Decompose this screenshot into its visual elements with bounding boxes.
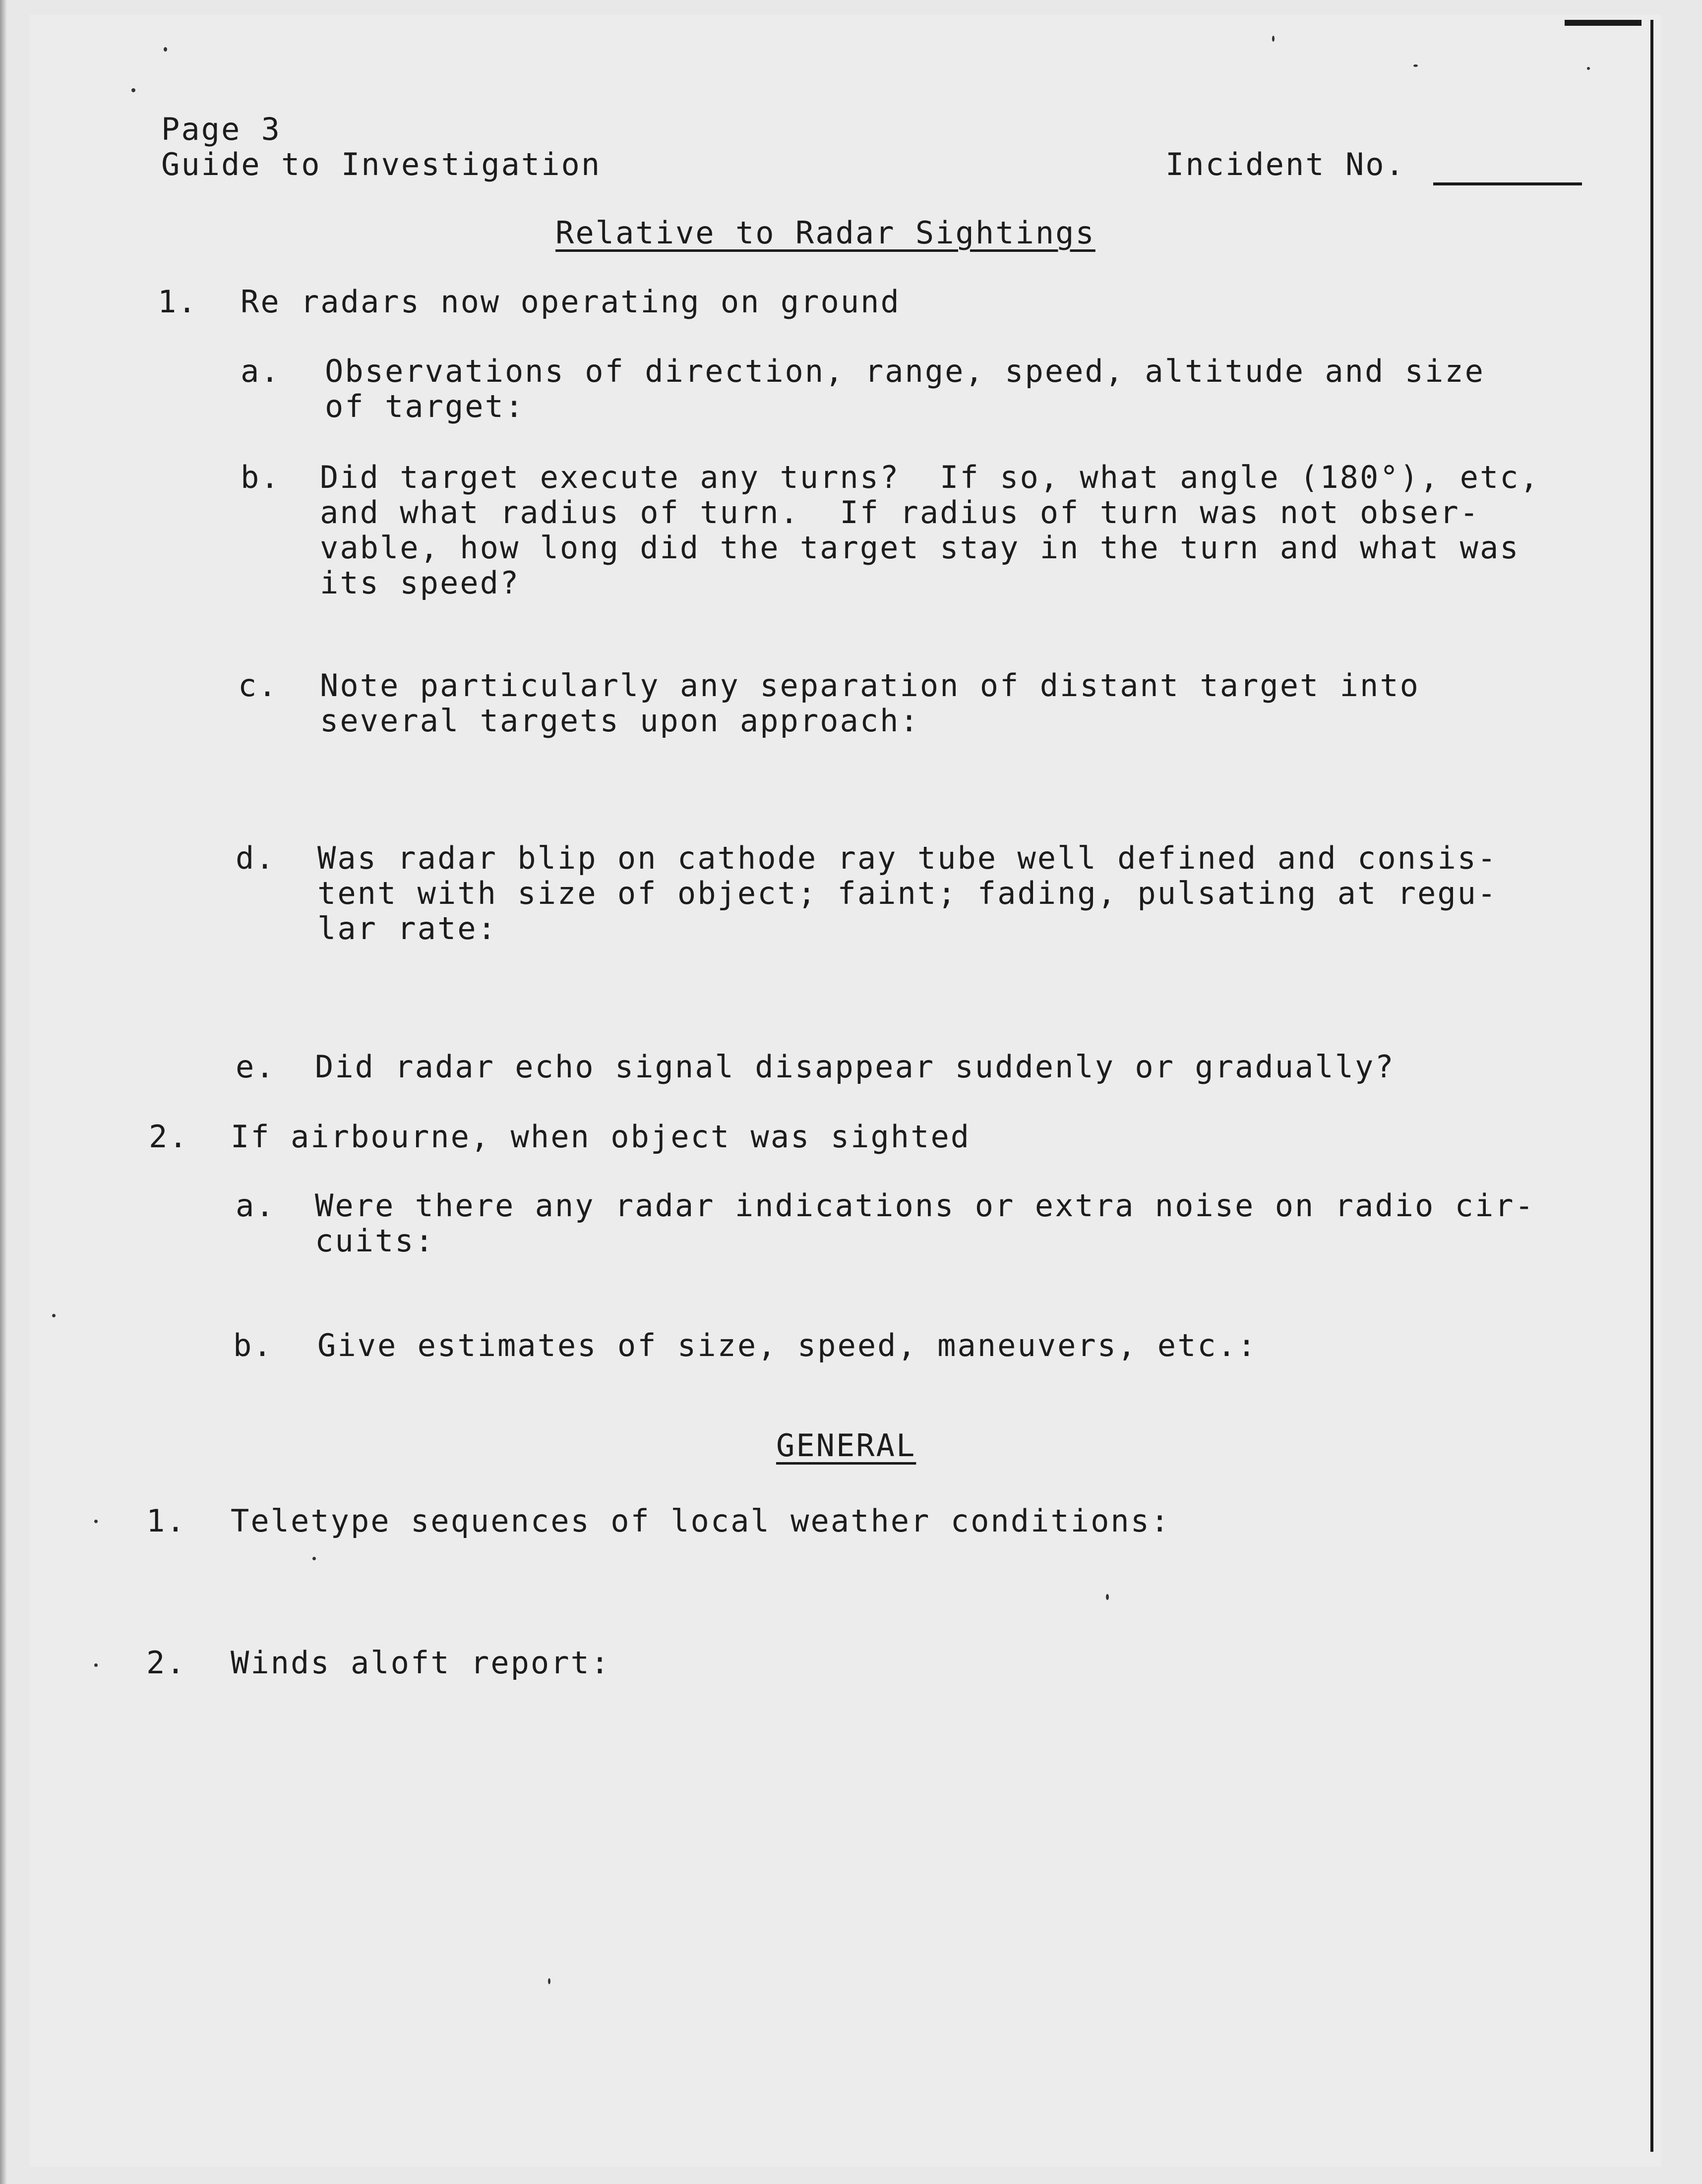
paper-sheet bbox=[30, 15, 1661, 2167]
scan-speck bbox=[131, 88, 135, 92]
scan-speck bbox=[94, 1663, 98, 1667]
scan-speck bbox=[1413, 64, 1418, 67]
incident-number-blank bbox=[1433, 182, 1582, 185]
incident-number-label: Incident No. bbox=[1165, 146, 1405, 182]
subitem-line: tent with size of object; faint; fading, pulsating at regu- bbox=[317, 875, 1498, 911]
subitem-letter: c. bbox=[238, 667, 278, 704]
subitem-line: Observations of direction, range, speed, altitude and size bbox=[325, 353, 1485, 389]
top-edge-mark bbox=[1565, 20, 1641, 26]
item-number: 2. bbox=[149, 1119, 189, 1155]
subitem-line: Did target execute any turns? If so, what angle (180°), etc, bbox=[320, 459, 1540, 495]
item-text: If airbourne, when object was sighted bbox=[231, 1119, 971, 1155]
subitem-line: and what radius of turn. If radius of turn was not obser- bbox=[320, 494, 1480, 531]
subitem-line: Note particularly any separation of distant target into bbox=[320, 667, 1420, 704]
document-title: Guide to Investigation bbox=[161, 146, 602, 182]
subitem-letter: d. bbox=[236, 840, 276, 876]
subitem-line: lar rate: bbox=[317, 910, 497, 946]
item-number: 1. bbox=[158, 284, 198, 320]
scan-speck bbox=[1587, 67, 1590, 70]
section-heading-general: GENERAL bbox=[776, 1427, 916, 1464]
subitem-line: Was radar blip on cathode ray tube well defined and consis- bbox=[317, 840, 1498, 876]
subitem-letter: e. bbox=[236, 1049, 276, 1085]
item-text: Re radars now operating on ground bbox=[241, 284, 901, 320]
scan-shadow-left bbox=[0, 0, 7, 2184]
subitem-line: Give estimates of size, speed, maneuvers, etc.: bbox=[317, 1327, 1258, 1363]
scan-speck bbox=[52, 1314, 56, 1317]
general-item-number: 1. bbox=[146, 1503, 186, 1539]
paper-edge-right bbox=[1650, 20, 1653, 2152]
subitem-letter: b. bbox=[233, 1327, 273, 1363]
subitem-line: cuits: bbox=[315, 1223, 435, 1259]
scan-speck bbox=[312, 1557, 316, 1560]
scan-speck bbox=[94, 1520, 98, 1523]
scan-speck bbox=[164, 47, 167, 52]
general-item-number: 2. bbox=[146, 1645, 186, 1681]
subitem-line: Were there any radar indications or extra noise on radio cir- bbox=[315, 1187, 1535, 1224]
scan-speck bbox=[548, 1978, 550, 1984]
subitem-letter: b. bbox=[241, 459, 281, 495]
subitem-line: several targets upon approach: bbox=[320, 703, 920, 739]
section-heading-radar: Relative to Radar Sightings bbox=[555, 215, 1095, 251]
scan-speck bbox=[1272, 36, 1275, 42]
subitem-line: vable, how long did the target stay in the turn and what was bbox=[320, 530, 1520, 566]
scan-speck bbox=[1106, 1594, 1109, 1600]
general-item-text: Teletype sequences of local weather conditions: bbox=[231, 1503, 1171, 1539]
general-item-text: Winds aloft report: bbox=[231, 1645, 611, 1681]
subitem-letter: a. bbox=[236, 1187, 276, 1224]
subitem-letter: a. bbox=[241, 353, 281, 389]
page-number: Page 3 bbox=[161, 111, 281, 147]
subitem-line: of target: bbox=[325, 388, 525, 424]
subitem-line: Did radar echo signal disappear suddenly or gradually? bbox=[315, 1049, 1395, 1085]
subitem-line: its speed? bbox=[320, 565, 520, 601]
